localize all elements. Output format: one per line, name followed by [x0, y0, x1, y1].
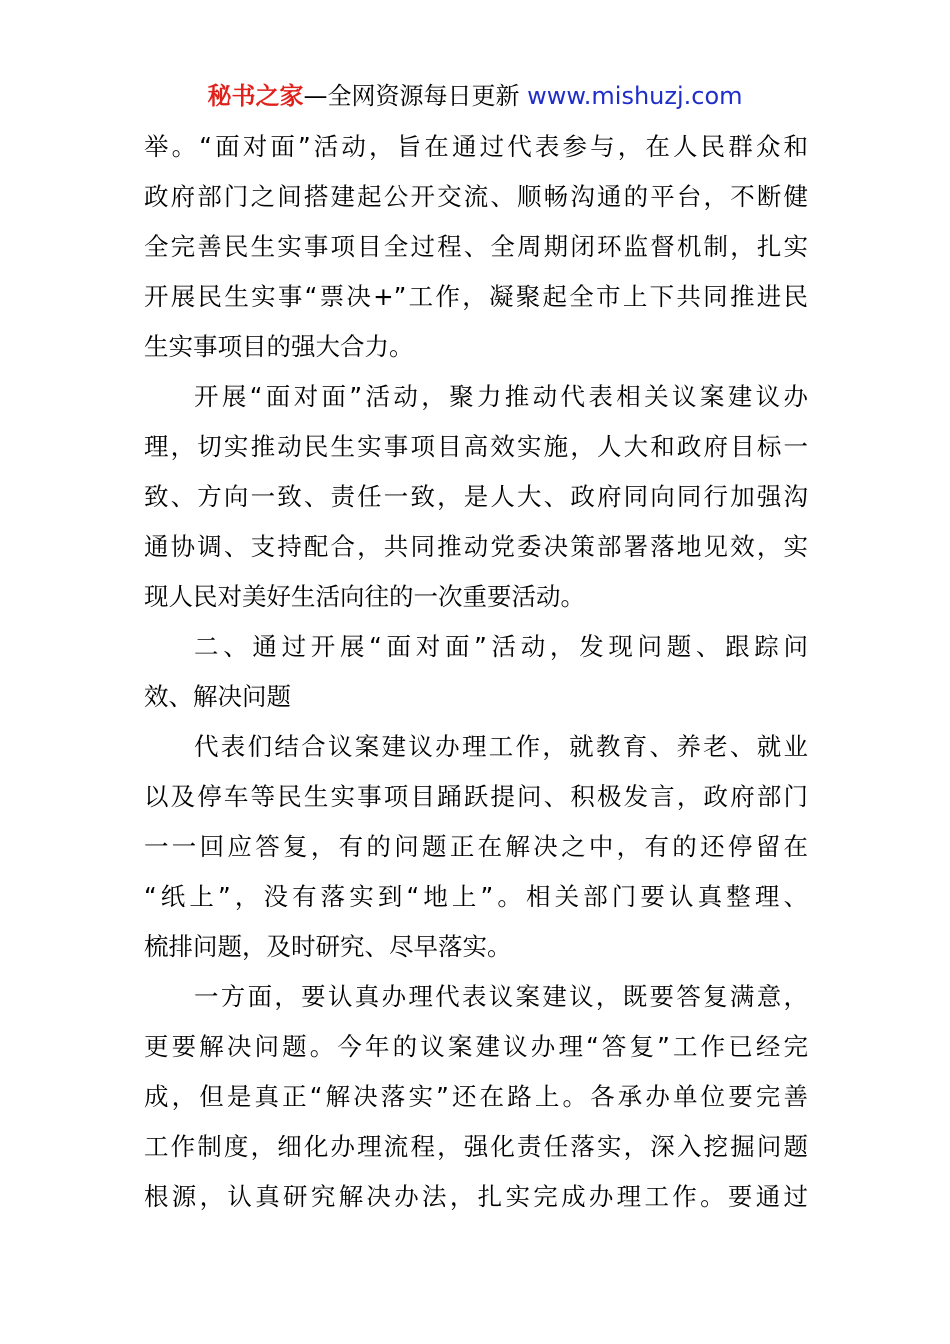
text-line-5: 生实事项目的强大合力。: [144, 332, 414, 361]
text-line-6: 开展“面对面”活动，聚力推动代表相关议案建议办: [194, 382, 808, 411]
brand-name: 秘书之家: [207, 82, 304, 110]
text-line-13: 代表们结合议案建议办理工作，就教育、养老、就业: [194, 732, 808, 761]
text-line-1: 举。“面对面”活动，旨在通过代表参与，在人民群众和: [144, 132, 808, 161]
site-url-link[interactable]: www.mishuzj.com: [527, 82, 743, 110]
text-line-8: 致、方向一致、责任一致，是人大、政府同向同行加强沟: [144, 482, 808, 511]
text-line-16: “纸上”，没有落实到“地上”。相关部门要认真整理、: [144, 882, 808, 911]
text-line-17: 梳排问题，及时研究、尽早落实。: [144, 932, 512, 961]
document-body: [144, 122, 808, 1222]
text-line-15: 一一回应答复，有的问题正在解决之中，有的还停留在: [144, 832, 808, 861]
text-line-10: 现人民对美好生活向往的一次重要活动。: [144, 582, 585, 611]
text-line-20: 成，但是真正“解决落实”还在路上。各承办单位要完善: [144, 1082, 808, 1111]
text-line-3: 全完善民生实事项目全过程、全周期闭环监督机制，扎实: [144, 232, 808, 261]
text-line-22: 根源，认真研究解决办法，扎实完成办理工作。要通过: [144, 1182, 808, 1211]
text-line-9: 通协调、支持配合，共同推动党委决策部署落地见效，实: [144, 532, 808, 561]
text-line-7: 理，切实推动民生实事项目高效实施，人大和政府目标一: [144, 432, 808, 461]
text-line-2: 政府部门之间搭建起公开交流、顺畅沟通的平台，不断健: [144, 182, 808, 211]
page-header: [0, 78, 950, 114]
header-tagline: —全网资源每日更新: [303, 82, 528, 110]
text-line-18: 一方面，要认真办理代表议案建议，既要答复满意，: [194, 982, 808, 1011]
text-line-21: 工作制度，细化办理流程，强化责任落实，深入挖掘问题: [144, 1132, 808, 1161]
text-line-19: 更要解决问题。今年的议案建议办理“答复”工作已经完: [144, 1032, 808, 1061]
text-line-4: 开展民生实事“票决+”工作，凝聚起全市上下共同推进民: [144, 282, 808, 311]
text-line-14: 以及停车等民生实事项目踊跃提问、积极发言，政府部门: [144, 782, 808, 811]
section-heading-line-1: 二、通过开展“面对面”活动，发现问题、跟踪问: [194, 632, 808, 661]
section-heading-line-2: 效、解决问题: [144, 682, 291, 711]
